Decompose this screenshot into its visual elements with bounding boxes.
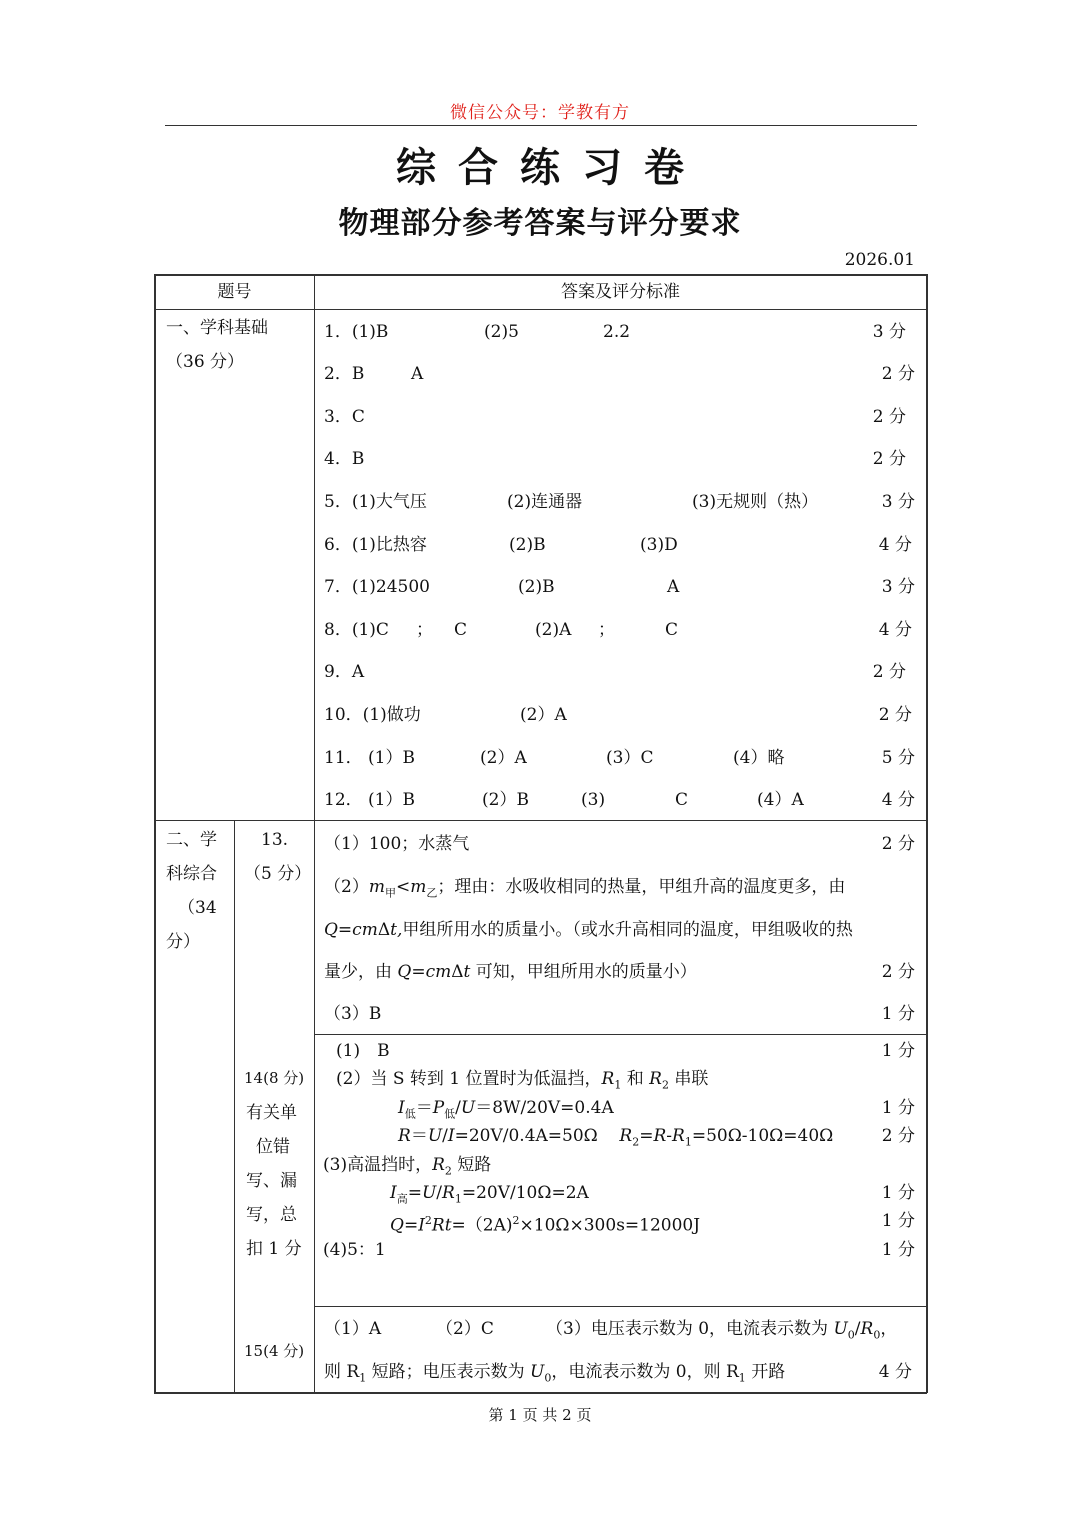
q11-part1: 11． (1）B — [324, 748, 415, 768]
col-header-answer: 答案及评分标准 — [561, 282, 680, 302]
q14-line4-score: 2 分 — [881, 1126, 915, 1146]
q5-part3: (3)无规则（热） — [692, 492, 819, 512]
q11-part4: (4）略 — [733, 748, 785, 768]
q2-part1: 2．B — [324, 364, 365, 384]
section-divider — [154, 820, 927, 821]
q1-score: 3 分 — [872, 322, 906, 342]
q14-line3-score: 1 分 — [881, 1098, 915, 1118]
q8-part5: ； — [598, 620, 615, 640]
column-divider — [314, 274, 315, 1393]
q13-line4-score: 2 分 — [881, 962, 915, 982]
q8-part3: C — [454, 620, 468, 640]
q10-score: 2 分 — [878, 705, 912, 725]
q6-part2: (2)B — [509, 535, 546, 555]
section2-label-line2: 科综合 — [166, 864, 217, 884]
q14-note-line2: 位错 — [256, 1137, 290, 1157]
q11-score: 5 分 — [881, 748, 915, 768]
q2-part2: A — [411, 364, 424, 384]
q6-score: 4 分 — [878, 535, 912, 555]
q14-line6: $I_高=U/R_1=20V/10\Omega=2A$ — [390, 1183, 589, 1206]
q13-points: （5 分） — [244, 864, 312, 884]
q13-q14-divider — [314, 1034, 927, 1035]
q7-part1: 7．(1)24500 — [324, 577, 430, 597]
q13-line3: Q=cmΔt,甲组所用水的质量小。（或水升高相同的温度，甲组吸收的热 — [324, 920, 853, 940]
q12-part4: C — [675, 790, 689, 810]
q4-part1: 4．B — [324, 449, 365, 469]
page-footer: 第 1 页 共 2 页 — [488, 1406, 592, 1424]
col-header-number: 题号 — [217, 282, 252, 302]
q3-part1: 3．C — [324, 407, 365, 427]
q13-line1-score: 2 分 — [881, 834, 915, 854]
q15-line1-c: （3）电压表示数为 0，电流表示数为 $U_0/R_0$， — [546, 1319, 898, 1342]
q15-number: 15(4 分) — [244, 1342, 305, 1360]
q8-part6: C — [665, 620, 679, 640]
q14-note-line3: 写、漏 — [246, 1171, 297, 1191]
q6-part1: 6．(1)比热容 — [324, 535, 427, 555]
q11-part2: (2）A — [480, 748, 527, 768]
q14-line8-score: 1 分 — [881, 1240, 915, 1260]
q12-part1: 12． (1）B — [324, 790, 415, 810]
q8-score: 4 分 — [878, 620, 912, 640]
table-border-right — [926, 274, 928, 1393]
q8-part1: 8．(1)C — [324, 620, 389, 640]
q14-note-line4: 写，总 — [246, 1205, 297, 1225]
q14-line2: (2）当 S 转到 1 位置时为低温挡，$R_1$ 和 $R_2$ 串联 — [336, 1069, 709, 1092]
q12-score: 4 分 — [881, 790, 915, 810]
q14-line1-score: 1 分 — [881, 1041, 915, 1061]
page-title: 综合练习卷 — [396, 145, 706, 191]
q12-part2: (2）B — [482, 790, 529, 810]
q14-line7: $Q=I^2Rt=(2A)^2\times 10\Omega\times 300s=12000J$ — [390, 1214, 701, 1236]
q15-line2-score: 4 分 — [878, 1362, 912, 1382]
q10-part2: (2）A — [520, 705, 567, 725]
q11-part3: (3）C — [606, 748, 654, 768]
q7-part3: A — [667, 577, 680, 597]
q1-part2: (2)5 — [484, 322, 519, 342]
date: 2026.01 — [844, 250, 915, 270]
q14-number: 14(8 分) — [244, 1069, 305, 1087]
q8-part4: (2)A — [535, 620, 572, 640]
table-border-left — [154, 274, 156, 1393]
q14-line6-score: 1 分 — [881, 1183, 915, 1203]
wechat-header: 微信公众号：学教有方 — [450, 103, 630, 123]
q5-part2: (2)连通器 — [507, 492, 583, 512]
table-border-bottom — [154, 1392, 927, 1394]
q13-line4: 量少，由 Q=cmΔt 可知，甲组所用水的质量小） — [324, 962, 697, 982]
q3-score: 2 分 — [872, 407, 906, 427]
section2-label-line3: （34 — [178, 898, 217, 918]
q1-part1: 1．(1)B — [324, 322, 389, 342]
q14-line8: (4)5：1 — [323, 1240, 386, 1260]
q13-line2: $(2)m_甲<m_乙$；理由：水吸收相同的热量，甲组升高的温度更多，由 — [324, 877, 846, 900]
q14-line4: R＝U/I=20V/0.4A=50Ω $R_2=R-R_1=50\Omega-10\Omega=40\Omega$ — [398, 1126, 834, 1149]
q12-part5: (4）A — [757, 790, 804, 810]
q6-part3: (3)D — [640, 535, 678, 555]
q1-part3: 2.2 — [603, 322, 631, 342]
section2-label-line1: 二、学 — [166, 830, 217, 850]
q14-note-line5: 扣 1 分 — [246, 1239, 302, 1259]
q15-line1: （1）A — [324, 1319, 382, 1339]
section2-label-line4: 分） — [166, 932, 200, 952]
q14-line3: $I_低=P_低/U=8W/20V=0.4A$ — [398, 1098, 614, 1121]
subcolumn-divider — [234, 820, 235, 1393]
q14-note-line1: 有关单 — [246, 1103, 297, 1123]
q7-score: 3 分 — [881, 577, 915, 597]
q12-part3: (3) — [581, 790, 606, 810]
q14-line7-score: 1 分 — [881, 1211, 915, 1231]
q9-score: 2 分 — [872, 662, 906, 682]
q15-line1-b: （2）C — [436, 1319, 494, 1339]
section1-points: （36 分） — [166, 352, 245, 372]
q4-score: 2 分 — [872, 449, 906, 469]
page-subtitle: 物理部分参考答案与评分要求 — [338, 206, 742, 241]
q14-line5: (3)高温挡时，$R_2$ 短路 — [323, 1155, 492, 1178]
q14-line1: (1) B — [336, 1041, 390, 1061]
q5-part1: 5．(1)大气压 — [324, 492, 427, 512]
header-divider — [165, 125, 917, 126]
q15-line2: 则 $R_1$ 短路；电压表示数为 $U_0$，电流表示数为 0，则 $R_1$ 开路 — [324, 1362, 786, 1385]
table-header-divider — [154, 309, 927, 310]
q5-score: 3 分 — [881, 492, 915, 512]
q9-part1: 9．A — [324, 662, 365, 682]
q13-number: 13. — [261, 830, 289, 850]
q10-part1: 10．(1)做功 — [324, 705, 421, 725]
q14-q15-divider — [314, 1306, 927, 1307]
q2-score: 2 分 — [881, 364, 915, 384]
q13-line5-score: 1 分 — [881, 1004, 915, 1024]
section1-label: 一、学科基础 — [166, 318, 268, 338]
q13-line1: （1）100；水蒸气 — [324, 834, 470, 854]
q7-part2: (2)B — [518, 577, 555, 597]
q13-line5: （3）B — [324, 1004, 382, 1024]
q8-part2: ； — [416, 620, 433, 640]
